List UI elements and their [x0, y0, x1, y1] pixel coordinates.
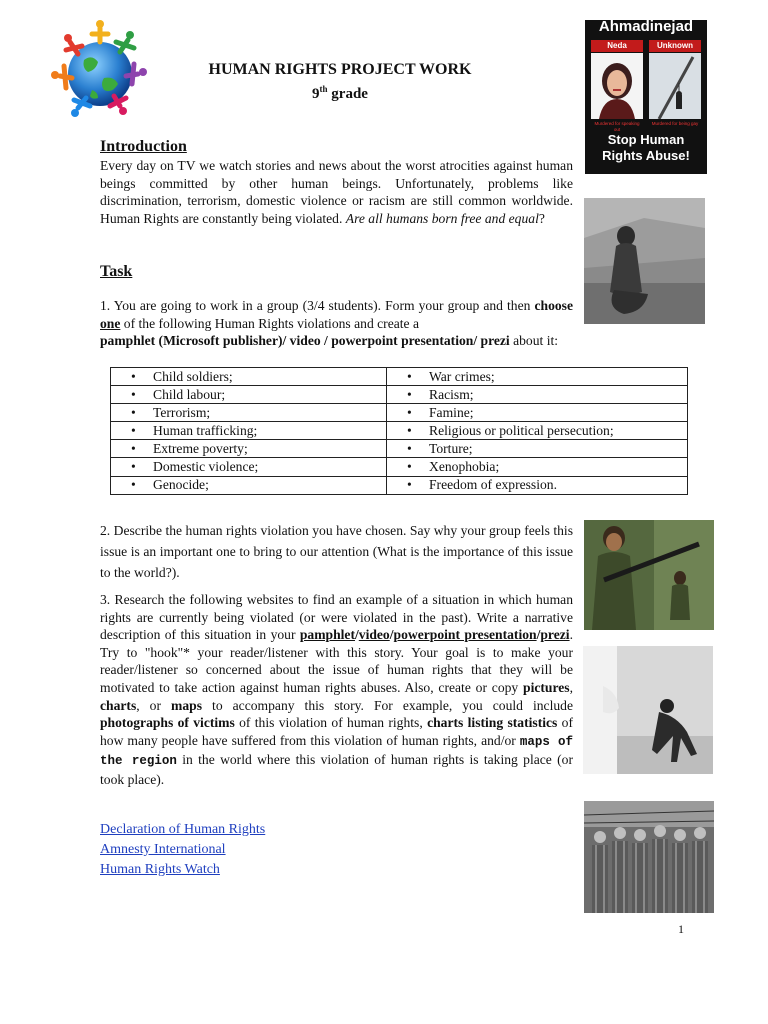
- link-declaration-of-human-rights[interactable]: Declaration of Human Rights: [100, 822, 266, 837]
- table-row: [111, 440, 688, 458]
- child-soldier-photo: [584, 520, 714, 630]
- table-row: [111, 368, 688, 386]
- introduction-paragraph: Every day on TV we watch stories and news about the worst atrocities against human beings committed by other human beings. Unfortunately, problems like discrimination, terrorism, domestic violence or racism are still common worldwide. Human Rights are constantly being violated. Are all humans born free and equal?: [100, 158, 573, 226]
- bullet-icon: •: [407, 422, 412, 438]
- bullet-icon: •: [407, 386, 412, 402]
- violation-left-cell: [111, 458, 387, 476]
- task-heading: Task: [100, 263, 133, 280]
- introduction-heading: Introduction: [100, 138, 187, 155]
- violation-label: Genocide;: [153, 477, 209, 493]
- bullet-icon: •: [131, 404, 136, 420]
- bullet-icon: •: [131, 477, 136, 493]
- violation-label: Extreme poverty;: [153, 440, 248, 456]
- bullet-icon: •: [407, 477, 412, 493]
- portrait-photo: [591, 53, 643, 119]
- violation-left-cell: [111, 386, 387, 404]
- table-row: [111, 386, 688, 404]
- violations-table: [110, 367, 688, 495]
- violation-left-cell: [111, 404, 387, 422]
- violation-label: Human trafficking;: [153, 422, 258, 438]
- violation-label: Terrorism;: [153, 404, 211, 420]
- violation-right-cell: [387, 458, 688, 476]
- stop-human-rights-abuse-poster: [585, 20, 707, 174]
- resource-links: [100, 820, 265, 880]
- violation-right-cell: [387, 404, 688, 422]
- poster-name-left: Neda: [607, 41, 627, 50]
- violation-left-cell: [111, 422, 387, 440]
- grade-subtitle: 9th grade: [312, 84, 368, 102]
- violation-right-cell: [387, 440, 688, 458]
- camp-prisoners-photo: [584, 801, 714, 913]
- page-number: 1: [678, 922, 684, 936]
- poster-name-right: Unknown: [657, 41, 693, 50]
- violation-right-cell: [387, 386, 688, 404]
- violation-right-cell: [387, 422, 688, 440]
- task-paragraph-3: 3. Research the following websites to find an example of a situation in which human rights are currently being violated (or were violated in the past). Write a narrative description of this situation in your pamphlet/video/powerpoint presentation/prezi. Try to "hook"* your reader/listener with this story. Your goal is to make your reader/listener so concerned about the issue of human rights that they will be motivated to take action against human rights abuses. Also, create or copy pictures, charts, or maps to accompany this story. For example, you could include photographs of victims of this violation of human rights, charts listing statistics of how many people have suffered from this violation of human rights, and/or maps of the region in the world where this violation of human rights is taking place (or took place).: [100, 592, 573, 787]
- poster-caption-right: Murdered for being gay: [651, 121, 699, 126]
- task-paragraph-2: 2. Describe the human rights violation you have chosen. Say why your group feels this issue is an important one to bring to our attention (What is the importance of this issue to the world?).: [100, 523, 573, 580]
- task-paragraph-1: 1. You are going to work in a group (3/4 students). Form your group and then choose one of the following Human Rights violations and create a: [100, 298, 573, 331]
- task-paragraph-1-end: pamphlet (Microsoft publisher)/ video / powerpoint presentation/ prezi about it:: [100, 333, 559, 348]
- bullet-icon: •: [131, 368, 136, 384]
- violation-label: Racism;: [429, 386, 474, 402]
- violation-label: Domestic violence;: [153, 459, 259, 475]
- violation-label: Torture;: [429, 440, 473, 456]
- bullet-icon: •: [131, 440, 136, 456]
- bullet-icon: •: [131, 459, 136, 475]
- violation-label: Child labour;: [153, 386, 226, 402]
- table-row: [111, 458, 688, 476]
- document-title: HUMAN RIGHTS PROJECT WORK: [208, 61, 472, 78]
- link-human-rights-watch[interactable]: Human Rights Watch: [100, 862, 220, 877]
- violation-label: Famine;: [429, 404, 474, 420]
- table-row: [111, 476, 688, 494]
- child-victim-photo: [584, 198, 705, 324]
- bullet-icon: •: [407, 440, 412, 456]
- violation-label: Child soldiers;: [153, 368, 233, 384]
- globe-people-logo: [48, 20, 148, 120]
- bullet-icon: •: [131, 386, 136, 402]
- bullet-icon: •: [407, 459, 412, 475]
- poster-caption-left: Murdered for speaking out: [594, 121, 640, 132]
- violation-right-cell: [387, 476, 688, 494]
- violation-label: Religious or political persecution;: [429, 422, 614, 438]
- poster-top-text: Ahmadinejad: [598, 20, 694, 35]
- table-row: [111, 404, 688, 422]
- famine-victim-photo: [583, 646, 713, 774]
- violation-label: Freedom of expression.: [429, 477, 557, 493]
- bullet-icon: •: [407, 404, 412, 420]
- table-row: [111, 422, 688, 440]
- violation-left-cell: [111, 440, 387, 458]
- violation-left-cell: [111, 476, 387, 494]
- poster-slogan: Stop Human Rights Abuse!: [602, 132, 690, 163]
- bullet-icon: •: [407, 368, 412, 384]
- bullet-icon: •: [131, 422, 136, 438]
- violation-label: War crimes;: [429, 368, 495, 384]
- violation-right-cell: [387, 368, 688, 386]
- violation-left-cell: [111, 368, 387, 386]
- violation-label: Xenophobia;: [429, 459, 500, 475]
- execution-photo: [649, 53, 701, 119]
- link-amnesty-international[interactable]: Amnesty International: [100, 842, 226, 857]
